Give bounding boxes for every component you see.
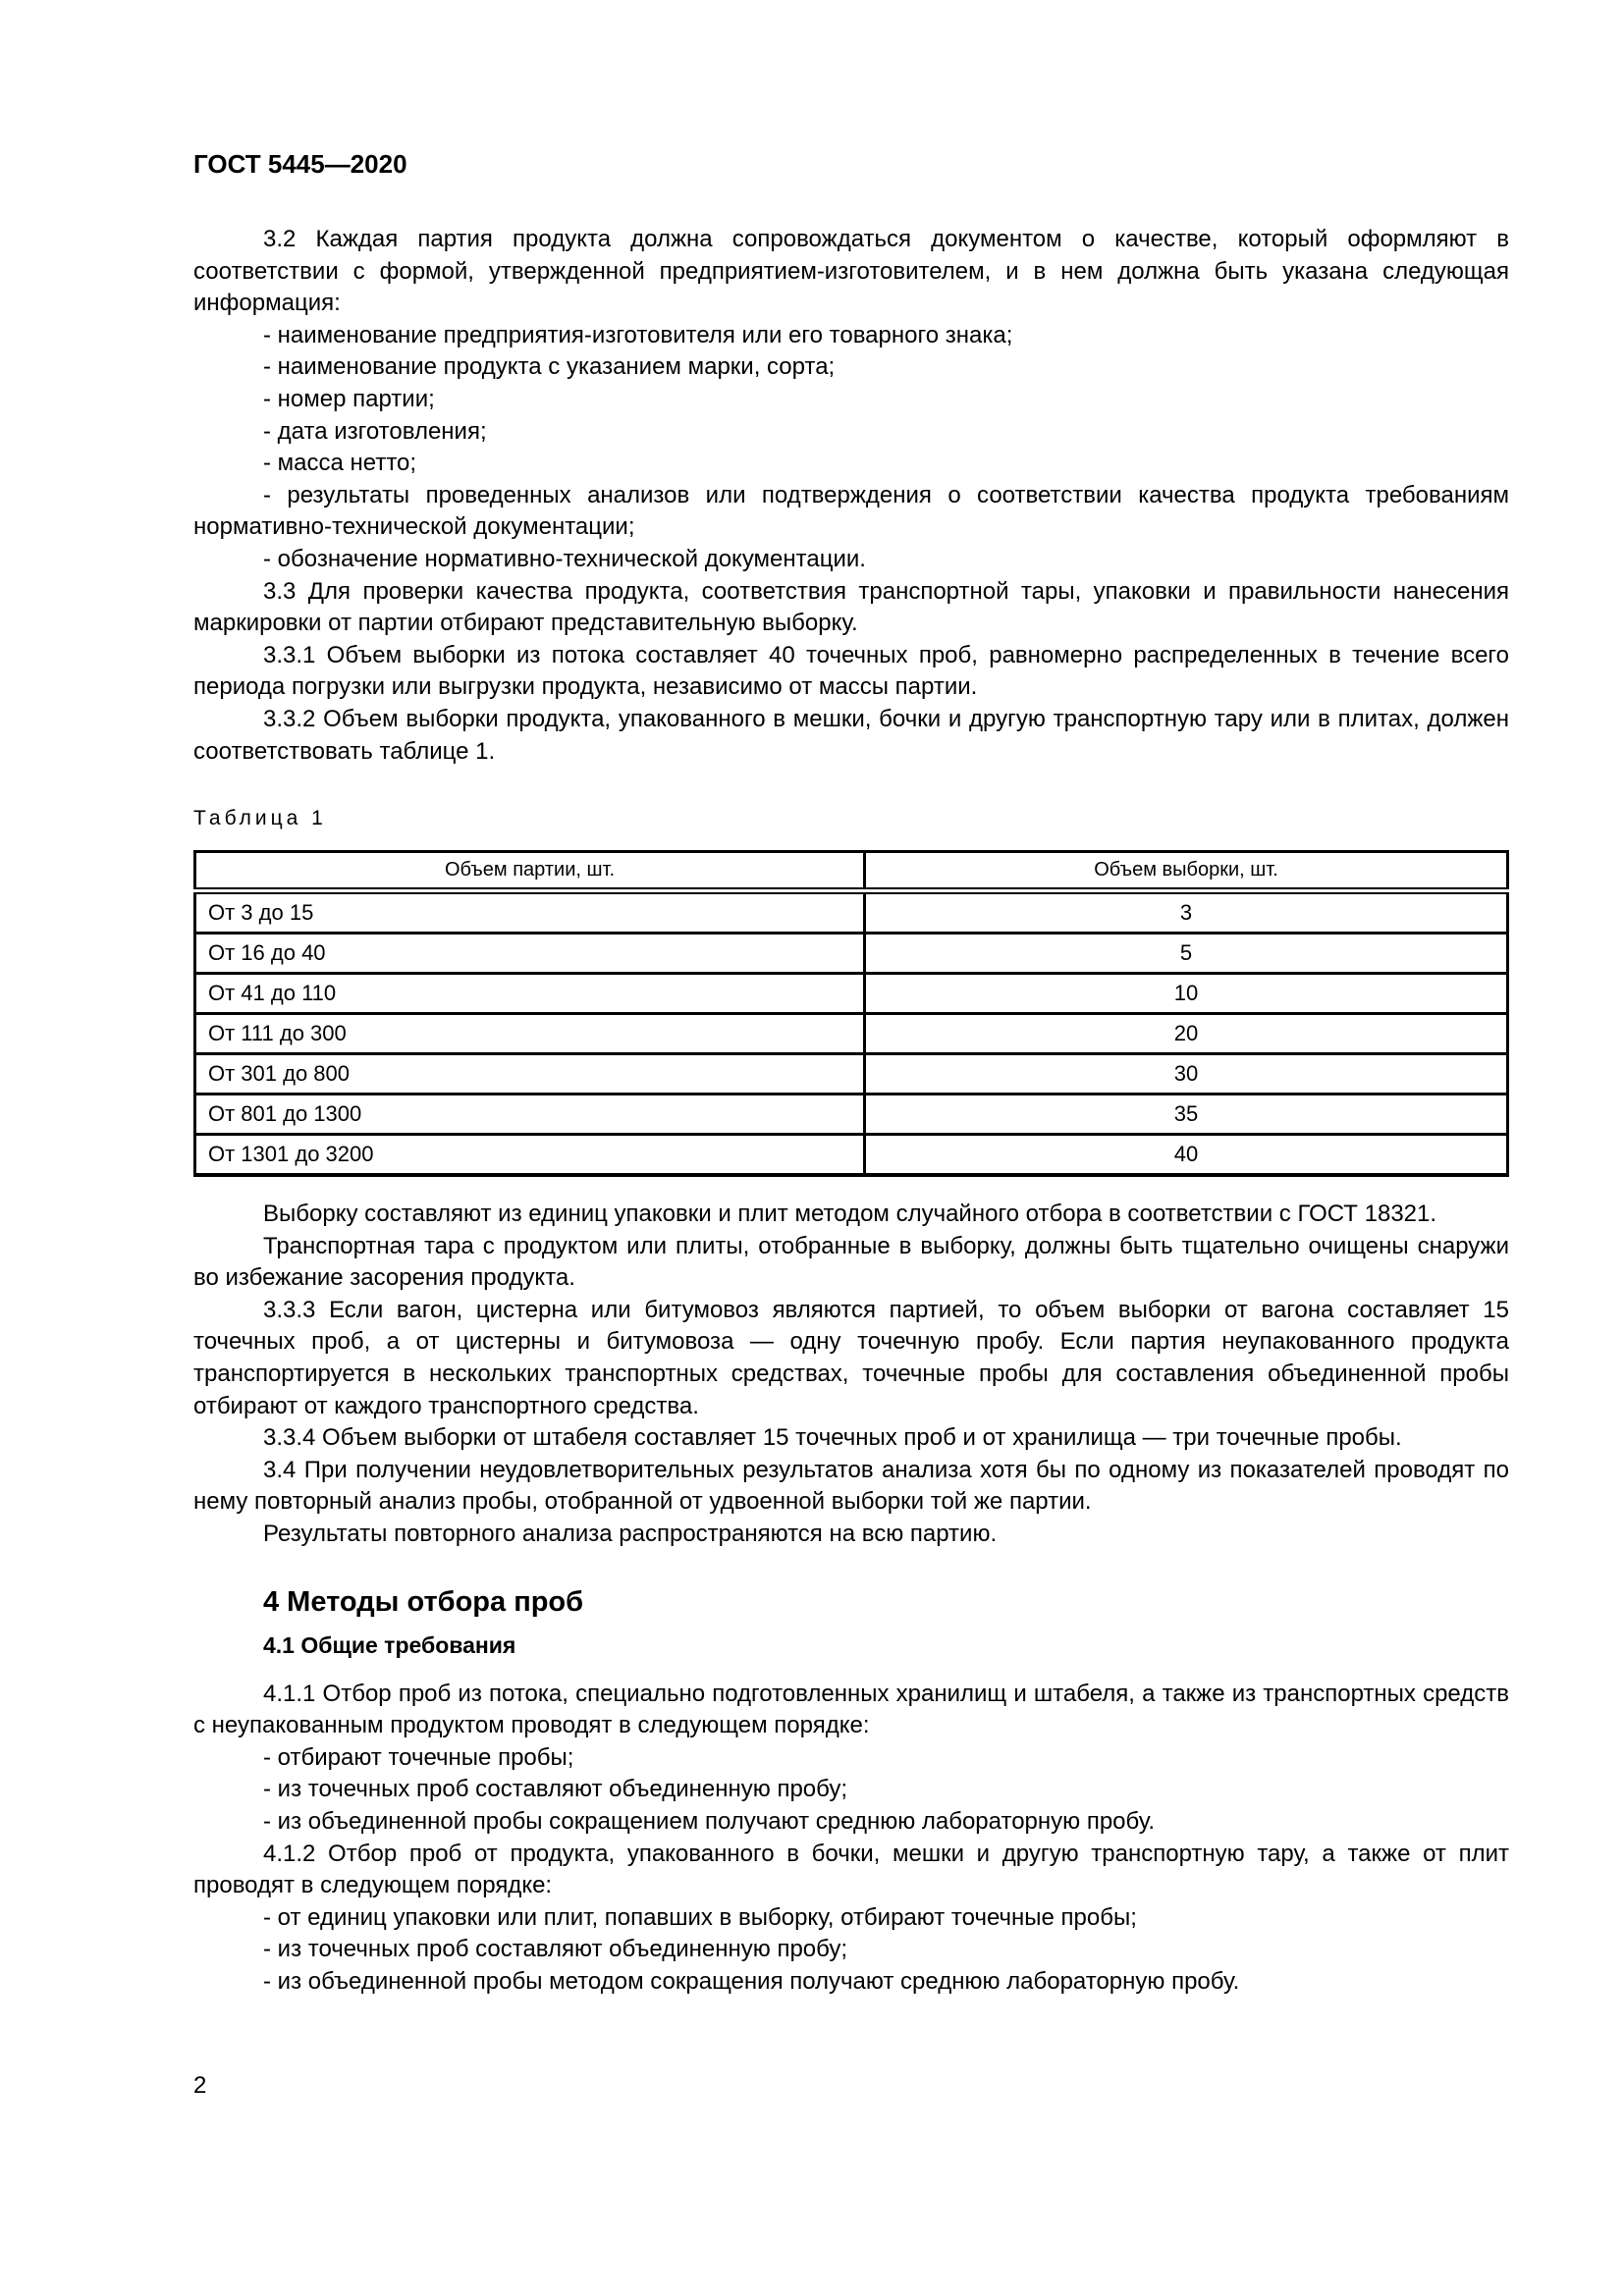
subsection-4-1-heading: 4.1 Общие требования (263, 1631, 516, 1658)
column-header-lot-size: Объем партии, шт. (195, 852, 865, 891)
table-row (195, 974, 1508, 1014)
sample-size-cell: 20 (865, 1014, 1508, 1054)
list-item: - номер партии; (263, 385, 435, 412)
paragraph-4-1-1: 4.1.1 Отбор проб из потока, специально подготовленных хранилищ и штабеля, а также из транспортных средств с неупакованным продуктом проводят в следующем порядке: (193, 1680, 1509, 1739)
table-row (195, 1054, 1508, 1095)
paragraph-container-cleaning: Транспортная тара с продуктом или плиты, отобранные в выборку, должны быть тщательно очищены снаружи во избежание засорения продукта. (193, 1232, 1509, 1292)
table-row (195, 1014, 1508, 1054)
table-row (195, 934, 1508, 974)
table-row (195, 891, 1508, 934)
paragraph-3-3: 3.3 Для проверки качества продукта, соответствия транспортной тары, упаковки и правильности нанесения маркировки от партии отбирают представительную выборку. (193, 577, 1509, 637)
list-item: - от единиц упаковки или плит, попавших в выборку, отбирают точечные пробы; (263, 1903, 1137, 1931)
list-item: - из точечных проб составляют объединенную пробу; (263, 1936, 848, 1963)
column-header-sample-size: Объем выборки, шт. (865, 852, 1508, 891)
sample-size-cell: 35 (865, 1095, 1508, 1135)
sample-size-cell: 5 (865, 934, 1508, 974)
sample-size-cell: 30 (865, 1054, 1508, 1095)
list-item: - дата изготовления; (263, 417, 487, 445)
standard-header: ГОСТ 5445—2020 (193, 149, 407, 179)
document-body (193, 224, 1509, 1999)
sample-size-table (193, 850, 1509, 1177)
table-row (195, 1135, 1508, 1176)
sample-size-cell: 40 (865, 1135, 1508, 1176)
after-table-section (193, 1199, 1509, 1551)
spacer (193, 1661, 1509, 1679)
list-item: - наименование продукта с указанием марки, сорта; (263, 353, 836, 381)
lot-size-cell: От 111 до 300 (195, 1014, 865, 1054)
list-item: - из точечных проб составляют объединенную пробу; (263, 1776, 848, 1803)
sample-size-cell: 3 (865, 891, 1508, 934)
paragraph-3-3-3: 3.3.3 Если вагон, цистерна или битумовоз являются партией, то объем выборки от вагона составляет 15 точечных проб, а от цистерны и битумовоза — одну точечную пробу. Если партия неупакованного продукта транспортируется в нескольких транспортных средствах, точечные пробы для составления объединенной пробы отбирают от каждого транспортного средства. (193, 1296, 1509, 1419)
lot-size-cell: От 301 до 800 (195, 1054, 865, 1095)
table-row (195, 1095, 1508, 1135)
paragraph-3-2: 3.2 Каждая партия продукта должна сопровождаться документом о качестве, который оформляют в соответствии с формой, утвержденной предприятием-изготовителем, и в нем должна быть указана следующая информация: (193, 226, 1509, 317)
paragraph-3-3-1: 3.3.1 Объем выборки из потока составляет 40 точечных проб, равномерно распределенных в течение всего периода погрузки или выгрузки продукта, независимо от массы партии. (193, 641, 1509, 701)
lot-size-cell: От 16 до 40 (195, 934, 865, 974)
lot-size-cell: От 1301 до 3200 (195, 1135, 865, 1176)
paragraph-3-4: 3.4 При получении неудовлетворительных результатов анализа хотя бы по одному из показателей проводят по нему повторный анализ пробы, отобранной от удвоенной выборки той же партии. (193, 1456, 1509, 1516)
list-item: - из объединенной пробы методом сокращения получают среднюю лабораторную пробу. (263, 1967, 1240, 1995)
lot-size-cell: От 41 до 110 (195, 974, 865, 1014)
paragraph-3-3-4: 3.3.4 Объем выборки от штабеля составляет 15 точечных проб и от хранилища — три точечные пробы. (263, 1424, 1402, 1452)
paragraph-3-3-2: 3.3.2 Объем выборки продукта, упакованного в мешки, бочки и другую транспортную тару или в плитах, должен соответствовать таблице 1. (193, 705, 1509, 765)
lot-size-cell: От 3 до 15 (195, 891, 865, 934)
section-4-heading: 4 Методы отбора проб (263, 1585, 584, 1618)
table-caption: Таблица 1 (193, 807, 327, 830)
paragraph-repeat-analysis: Результаты повторного анализа распространяются на всю партию. (263, 1521, 998, 1548)
paragraph-sample-selection: Выборку составляют из единиц упаковки и плит методом случайного отбора в соответствии с ГОСТ 18321. (263, 1201, 1437, 1228)
sample-size-cell: 10 (865, 974, 1508, 1014)
list-item: - отбирают точечные пробы; (263, 1743, 574, 1771)
page-number: 2 (193, 2072, 207, 2099)
list-item: - обозначение нормативно-технической документации. (263, 545, 866, 572)
lot-size-cell: От 801 до 1300 (195, 1095, 865, 1135)
table-header-row (195, 852, 1508, 891)
list-item: - результаты проведенных анализов или подтверждения о соответствии качества продукта требованиям нормативно-технической документации; (193, 481, 1509, 541)
list-item: - из объединенной пробы сокращением получают среднюю лабораторную пробу. (263, 1808, 1155, 1835)
list-item: - масса нетто; (263, 450, 417, 477)
paragraph-4-1-2: 4.1.2 Отбор проб от продукта, упакованного в бочки, мешки и другую транспортную тару, а также от плит проводят в следующем порядке: (193, 1840, 1509, 1899)
list-item: - наименование предприятия-изготовителя или его товарного знака; (263, 321, 1013, 348)
